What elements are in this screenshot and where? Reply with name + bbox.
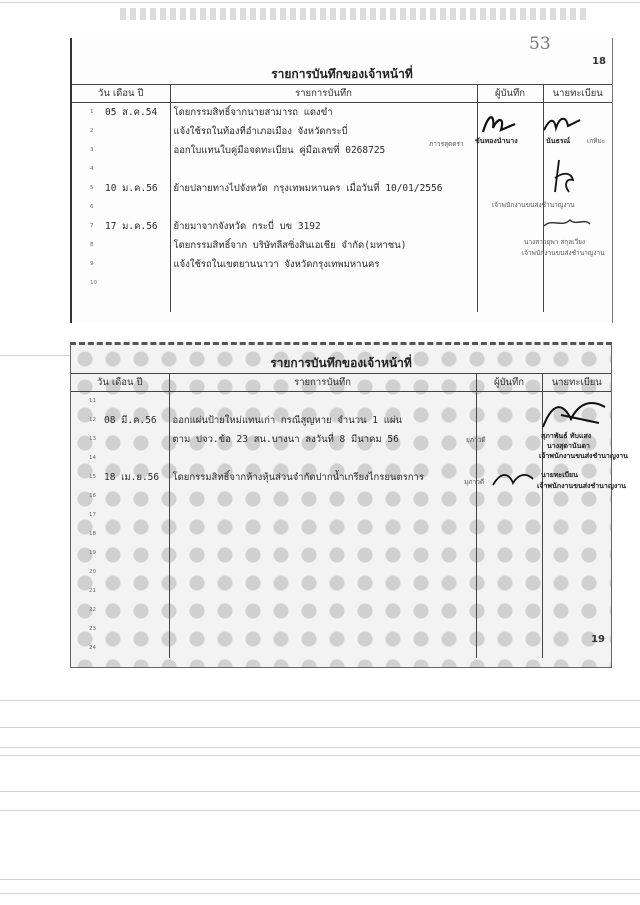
table-row [71, 563, 611, 582]
column-header-record: รายการบันทึก [169, 374, 476, 392]
record-text: โดยกรรมสิทธิ์จาก บริษัทลีสซิ่งสินเอเชีย จำกัด(มหาชน) [170, 236, 477, 255]
scan-artifact [0, 700, 640, 701]
record-date [71, 434, 104, 445]
date-cell [71, 392, 169, 412]
registrar-name-stamp: นางสุดานันดา [547, 442, 590, 450]
registrar-name-stamp: นายทะเบียน [541, 471, 578, 479]
scan-artifact [0, 879, 640, 880]
table-row [71, 544, 611, 563]
line-number: 23 [89, 626, 96, 632]
recorder-cell [476, 544, 542, 563]
registrar-signature [547, 158, 577, 196]
record-page-top [70, 34, 613, 323]
record-text [169, 449, 476, 468]
date-cell [72, 179, 170, 198]
registrar-name-stamp: สุภาพันธ์ ทับแสง [541, 432, 592, 440]
recorder-cell [476, 506, 542, 525]
table-row [71, 506, 611, 525]
record-date [72, 240, 105, 251]
recorder-cell [477, 293, 543, 312]
record-page-bottom [70, 342, 628, 668]
recorder-cell [477, 274, 543, 293]
date-cell [71, 525, 169, 544]
registrar-title-stamp: เจ้าพนักงานขนส่งชำนาญงาน [539, 452, 628, 460]
line-number: 21 [89, 588, 96, 594]
recorder-cell [476, 430, 542, 449]
column-header-registrar: นายทะเบียน [543, 85, 612, 103]
recorder-cell [476, 601, 542, 620]
handwritten-number: 53 [529, 34, 551, 54]
record-date: 18 เม.ย.56 [104, 472, 160, 483]
registrar-signature [541, 397, 607, 433]
registrar-cell [542, 525, 611, 544]
page-title: รายการบันทึกของเจ้าหน้าที่ [271, 67, 413, 81]
scan-artifact [0, 727, 640, 728]
scan-artifact [0, 810, 640, 811]
record-text [169, 639, 476, 658]
record-text: ตาม ปจว.ข้อ 23 สน.บางนา ลงวันที่ 8 มีนาคม 56 [169, 430, 476, 449]
record-text [169, 487, 476, 506]
table-row [72, 160, 612, 179]
record-text: ย้ายมาจากจังหวัด กระบี่ บข 3192 [170, 217, 477, 236]
record-date [71, 567, 104, 578]
page-number: 18 [592, 56, 606, 67]
table-row [72, 122, 612, 141]
scan-artifact [0, 791, 640, 792]
recorder-cell [476, 392, 542, 412]
recorder-cell [476, 411, 542, 430]
scan-artifact [0, 893, 640, 894]
record-text [169, 392, 476, 412]
record-date [71, 529, 104, 540]
line-number: 5 [90, 185, 94, 191]
registrar-cell [542, 544, 611, 563]
record-text [169, 506, 476, 525]
line-number: 17 [89, 512, 96, 518]
recorder-cell [476, 582, 542, 601]
record-text: ย้ายปลายทางไปจังหวัด กรุงเทพมหานคร เมื่อวันที่ 10/01/2556 [170, 179, 477, 198]
recorder-name-stamp: ภาวรสุตตรา [429, 140, 464, 148]
registrar-title-stamp: เจ้าพนักงานขนส่งชำนาญงาน [492, 201, 575, 209]
recorder-cell [476, 563, 542, 582]
column-header-date: วัน เดือน ปี [72, 85, 170, 103]
recorder-cell [476, 449, 542, 468]
line-number: 13 [89, 436, 96, 442]
record-text [170, 160, 477, 179]
scan-artifact [0, 755, 640, 756]
date-cell [72, 236, 170, 255]
table-row [72, 274, 612, 293]
line-number: 10 [90, 280, 97, 286]
registrar-extra-stamp: เกทิมะ [587, 137, 606, 145]
recorder-name-stamp: มุภาวดี [464, 478, 485, 486]
record-date: 05 ส.ค.54 [105, 107, 158, 118]
table-row [71, 620, 611, 639]
record-date [71, 396, 104, 407]
date-cell [72, 141, 170, 160]
date-cell [71, 601, 169, 620]
recorder-name-stamp: ขันทองนำนาง [475, 137, 518, 145]
table-row [72, 293, 612, 312]
record-text: แจ้งใช้รถในเขตยานนาวา จังหวัดกรุงเทพมหานคร [170, 255, 477, 274]
records-body-bottom [71, 392, 611, 659]
record-text [169, 620, 476, 639]
table-row [72, 217, 612, 236]
date-cell [71, 544, 169, 563]
line-number: 9 [90, 261, 94, 267]
record-date [71, 605, 104, 616]
registrar-signature [542, 114, 582, 136]
table-row [72, 103, 612, 123]
line-number: 3 [90, 147, 94, 153]
date-cell [72, 198, 170, 217]
record-text [169, 544, 476, 563]
record-text: โดยกรรมสิทธิ์จากห้างหุ้นส่วนจำกัดปากน้ำเกรียงไกรยนตรการ [169, 468, 476, 487]
record-text [169, 601, 476, 620]
registrar-cell [542, 601, 611, 620]
line-number: 22 [89, 607, 96, 613]
recorder-signature [479, 110, 519, 138]
table-row [71, 525, 611, 544]
date-cell [71, 506, 169, 525]
registrar-cell [543, 274, 612, 293]
scan-artifact [0, 2, 640, 3]
column-header-recorder: ผู้บันทึก [477, 85, 543, 103]
recorder-cell [476, 639, 542, 658]
date-cell [71, 430, 169, 449]
page-title: รายการบันทึกของเจ้าหน้าที่ [270, 356, 412, 370]
table-row [71, 430, 611, 449]
line-number: 18 [89, 531, 96, 537]
date-cell [72, 217, 170, 236]
line-number: 8 [90, 242, 94, 248]
date-cell [71, 411, 169, 430]
record-text [170, 198, 477, 217]
column-header-recorder: ผู้บันทึก [476, 374, 542, 392]
line-number: 1 [90, 109, 94, 115]
records-table-bottom [71, 373, 611, 658]
record-date [71, 453, 104, 464]
recorder-name-stamp: นางสาวยุพา สกุลเวียง [524, 238, 586, 246]
record-date [72, 297, 105, 308]
table-row [71, 411, 611, 430]
record-date [72, 145, 105, 156]
table-row [71, 487, 611, 506]
table-row [71, 449, 611, 468]
table-row [71, 601, 611, 620]
line-number: 19 [89, 550, 96, 556]
column-header-registrar: นายทะเบียน [542, 374, 611, 392]
record-text: ออกใบแทนใบคู่มือจดทะเบียน คู่มือเลขที่ 0268725 [170, 141, 477, 160]
record-date [71, 548, 104, 559]
line-number: 15 [89, 474, 96, 480]
recorder-name-stamp: ยุภาวดี [466, 436, 486, 444]
recorder-signature [542, 216, 592, 230]
column-header-date: วัน เดือน ปี [71, 374, 169, 392]
date-cell [71, 639, 169, 658]
recorder-cell [476, 487, 542, 506]
line-number: 14 [89, 455, 96, 461]
table-row [71, 392, 611, 412]
table-row [71, 639, 611, 658]
line-number: 4 [90, 166, 94, 172]
record-date [72, 202, 105, 213]
line-number: 11 [89, 398, 96, 404]
registrar-cell [542, 620, 611, 639]
registrar-name-stamp: นันธรณ์ [546, 137, 571, 145]
date-cell [71, 582, 169, 601]
date-cell [72, 103, 170, 123]
record-date [71, 643, 104, 654]
recorder-cell [476, 525, 542, 544]
table-row [72, 179, 612, 198]
table-row [72, 141, 612, 160]
registrar-cell [542, 582, 611, 601]
record-date [71, 510, 104, 521]
scan-artifact [120, 8, 590, 20]
registrar-title-stamp: เจ้าพนักงานขนส่งชำนาญงาน [522, 249, 605, 257]
record-date [72, 126, 105, 137]
recorder-signature [491, 469, 535, 489]
date-cell [71, 563, 169, 582]
page-number: 19 [591, 634, 605, 645]
record-text [169, 582, 476, 601]
line-number: 12 [89, 417, 96, 423]
line-number: 16 [89, 493, 96, 499]
recorder-cell [477, 160, 543, 179]
line-number: 24 [89, 645, 96, 651]
record-date: 08 มี.ค.56 [104, 415, 157, 426]
record-date [72, 164, 105, 175]
date-cell [72, 122, 170, 141]
line-number: 7 [90, 223, 94, 229]
registrar-cell [542, 639, 611, 658]
record-date [71, 624, 104, 635]
recorder-cell [477, 217, 543, 236]
date-cell [71, 449, 169, 468]
record-date [72, 259, 105, 270]
recorder-cell [476, 620, 542, 639]
record-text: โดยกรรมสิทธิ์จากนายสามารถ แดงขำ [170, 103, 477, 123]
line-number: 2 [90, 128, 94, 134]
recorder-cell [477, 179, 543, 198]
scan-artifact [0, 355, 80, 356]
date-cell [72, 293, 170, 312]
record-text: ออกแผ่นป้ายใหม่แทนเก่า กรณีสูญหาย จำนวน 1 แผ่น [169, 411, 476, 430]
record-text [170, 293, 477, 312]
record-date: 10 ม.ค.56 [105, 183, 158, 194]
records-table-top [72, 84, 612, 312]
record-text [169, 563, 476, 582]
record-date: 17 ม.ค.56 [105, 221, 158, 232]
scan-artifact [0, 747, 640, 748]
registrar-cell [542, 563, 611, 582]
table-row [71, 582, 611, 601]
record-text [169, 525, 476, 544]
date-cell [72, 160, 170, 179]
record-text [170, 274, 477, 293]
date-cell [71, 468, 169, 487]
record-date [71, 491, 104, 502]
date-cell [72, 255, 170, 274]
date-cell [71, 620, 169, 639]
registrar-cell [543, 293, 612, 312]
line-number: 20 [89, 569, 96, 575]
record-text: แจ้งใช้รถในท้องที่อำเภอเมือง จังหวัดกระบี่ [170, 122, 477, 141]
date-cell [71, 487, 169, 506]
registrar-title-stamp: เจ้าพนักงานขนส่งชำนาญงาน [537, 482, 626, 490]
column-header-record: รายการบันทึก [170, 85, 477, 103]
record-date [71, 586, 104, 597]
record-date [72, 278, 105, 289]
date-cell [72, 274, 170, 293]
registrar-cell [542, 506, 611, 525]
line-number: 6 [90, 204, 94, 210]
